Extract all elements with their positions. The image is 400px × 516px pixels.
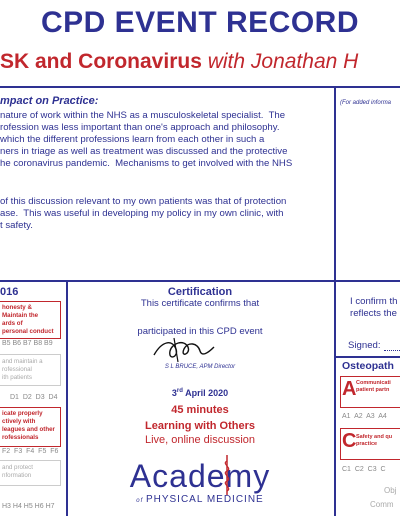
event-topic: SK and Coronavirus (0, 50, 202, 73)
standard-f-codes: F2 F3 F4 F5 F6 (2, 448, 59, 455)
impact-line-3: which the different professions learn from each other in such a (0, 134, 265, 145)
page-title: CPD EVENT RECORD (40, 6, 360, 39)
academy-logo-subtitle: of PHYSICAL MEDICINE (136, 494, 264, 505)
standard-b-text: honesty & Maintain the ards of personal conduct (2, 304, 54, 335)
impact-line-1: nature of work within the NHS as a musculoskeletal specialist. The (0, 110, 286, 121)
confirm-line-2: reflects the (350, 308, 397, 319)
osteo-c-text: Safety and qu practice (356, 434, 393, 447)
event-format: Live, online discussion (144, 434, 256, 446)
standard-d-text: and maintain a rofessional ith patients (2, 358, 43, 381)
cpd-standards-heading: 016 (0, 286, 19, 298)
osteo-a-text: Communicati patient partn (356, 380, 391, 393)
signature-image (150, 335, 220, 365)
standard-h-text: and protect nformation (2, 464, 33, 479)
divider-vertical-right (334, 88, 336, 280)
certification-heading: Certification (167, 286, 233, 298)
side-note: (For added informa (340, 100, 392, 106)
osteo-c-codes: C1 C2 C3 C (342, 466, 386, 473)
event-duration: 45 minutes (171, 404, 229, 416)
osteo-letter-c: C (342, 430, 357, 452)
certification-line-2: participated in this CPD event (137, 326, 263, 337)
standard-d-codes: D1 D2 D3 D4 (10, 394, 58, 401)
event-subtitle (0, 50, 400, 74)
event-date: 3rd April 2020 (171, 388, 229, 398)
signed-label: Signed: (348, 340, 381, 351)
impact-line-5: he coronavirus pandemic. Mechanisms to get involved with the NHS (0, 158, 293, 169)
academy-logo: Academy (129, 458, 271, 494)
standard-b-codes: B5 B6 B7 B8 B9 (2, 340, 53, 347)
standard-f-text: icate properly ctively with leagues and other rofessionals (2, 410, 55, 441)
osteo-letter-a: A (342, 378, 357, 400)
impact-line-8: t safety. (0, 220, 33, 231)
certification-line-1: This certificate confirms that (140, 298, 260, 309)
osteopathic-standards-heading: Osteopath (342, 360, 394, 372)
impact-line-6: of this discussion relevant to my own patients was that of protection (0, 196, 287, 207)
osteo-grey-label-1: Obj (384, 486, 397, 495)
caduceus-icon (220, 453, 234, 497)
divider-middle (0, 280, 400, 282)
impact-line-7: ase. This was useful in developing my policy in my own clinic, with (0, 208, 284, 219)
divider-left-column (66, 282, 68, 516)
event-speaker: with Jonathan H (201, 50, 359, 73)
osteo-a-codes: A1 A2 A3 A4 (342, 413, 387, 420)
signature-line[interactable] (384, 350, 400, 351)
confirm-line-1: I confirm th (350, 296, 398, 307)
learning-type: Learning with Others (144, 420, 255, 432)
standard-h-codes: H3 H4 H5 H6 H7 (2, 503, 55, 510)
divider-top (0, 86, 400, 88)
impact-line-2: rofession was less important than one's approach and philosophy. (0, 122, 280, 133)
impact-heading: mpact on Practice: (0, 95, 99, 107)
signer-name: S L BRUCE, APM Director (164, 364, 236, 370)
divider-right (336, 356, 400, 358)
impact-line-4: ners in triage as well as treatment was discussed and the protective (0, 146, 288, 157)
divider-right-column (334, 282, 336, 516)
osteo-grey-label-2: Comm (370, 500, 394, 509)
